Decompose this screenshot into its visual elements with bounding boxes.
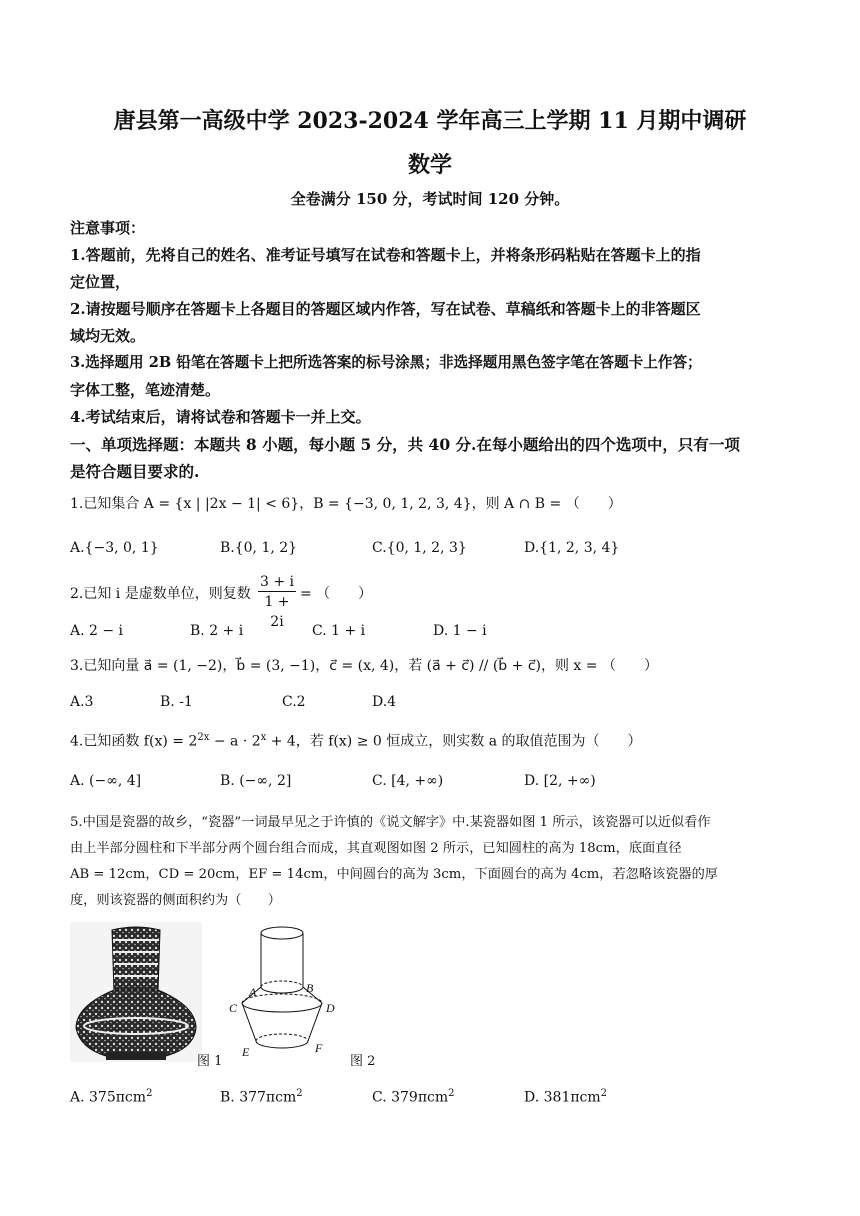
notice-item-3: 3.选择题用 2B 铅笔在答题卡上把所选答案的标号涂黑；非选择题用黑色签字笔在答题卡上作答；	[70, 354, 702, 371]
q5-option-c-text: C. 379πcm	[372, 1089, 449, 1106]
q5-option-c	[372, 1088, 455, 1106]
q4-option-b: B. (−∞, 2]	[220, 773, 292, 789]
point-d-label: D	[326, 1001, 335, 1015]
q2-fraction-numerator: 3 + i	[259, 574, 294, 590]
q4-stem-a: 4.已知函数 f(x) = 2	[70, 733, 198, 750]
section-heading: 一、单项选择题：本题共 8 小题，每小题 5 分，共 40 分.在每小题给出的四个选项中，只有一项	[70, 435, 740, 454]
q5-option-b	[220, 1088, 303, 1106]
q3-option-a: A.3	[70, 694, 94, 710]
notice-item-3-cont: 字体工整，笔迹清楚。	[70, 381, 221, 399]
q5-option-d	[524, 1088, 607, 1106]
notice-item-2: 2.请按题号顺序在答题卡上各题目的答题区域内作答，写在试卷、草稿纸和答题卡上的非答题区	[70, 300, 701, 318]
question-3-stem: 3.已知向量 a⃗ = (1, −2)，b⃗ = (3, −1)，c⃗ = (x, 4)，若 (a⃗ + c⃗) // (b⃗ + c⃗)，则 x = （ ）	[70, 658, 658, 674]
q2-fraction-denominator: 1 + 2i	[264, 594, 290, 630]
q4-exponent-1: 2x	[197, 732, 210, 743]
notice-heading: 注意事项：	[70, 219, 146, 237]
q1-option-b: B.{0, 1, 2}	[220, 540, 298, 556]
q5-option-b-text: B. 377πcm	[220, 1089, 297, 1106]
q5-option-a-exp: 2	[146, 1088, 153, 1099]
q3-option-d: D.4	[372, 694, 397, 710]
q5-line-4: 度，则该瓷器的侧面积约为（ ）	[70, 893, 281, 908]
q5-option-c-exp: 2	[448, 1088, 455, 1099]
q5-line-2: 由上半部分圆柱和下半部分两个圆台组合而成，其直观图如图 2 所示，已知圆柱的高为 18cm，底面直径	[70, 841, 682, 856]
q2-option-d: D. 1 − i	[433, 623, 487, 639]
q2-option-a: A. 2 − i	[70, 623, 124, 639]
q2-fraction	[258, 573, 296, 632]
vase-photo	[70, 922, 202, 1062]
q1-option-a: A.{−3, 0, 1}	[70, 540, 159, 556]
q4-stem-c: + 4，若 f(x) ≥ 0 恒成立，则实数 a 的取值范围为（ ）	[266, 733, 642, 750]
question-1-stem: 1.已知集合 A = {x | |2x − 1| < 6}，B = {−3, 0, 1, 2, 3, 4}，则 A ∩ B = （ ）	[70, 496, 622, 512]
q4-exponent-2: x	[260, 732, 267, 743]
point-f-label: F	[315, 1041, 323, 1055]
subject-title: 数学	[407, 152, 452, 178]
question-4-stem	[70, 726, 642, 754]
point-e-label: E	[242, 1045, 250, 1059]
question-5-stem	[70, 810, 718, 914]
q4-stem-b: − a · 2	[209, 733, 261, 750]
q4-option-c: C. [4, +∞)	[372, 773, 444, 789]
q2-option-b: B. 2 + i	[190, 623, 244, 639]
point-b-label: B	[306, 981, 314, 995]
notice-item-1-cont: 定位置，	[70, 273, 131, 291]
q1-option-d: D.{1, 2, 3, 4}	[524, 540, 620, 556]
q2-option-c: C. 1 + i	[312, 623, 366, 639]
exam-info: 全卷满分 150 分，考试时间 120 分钟。	[290, 190, 570, 208]
section-heading-cont: 是符合题目要求的.	[70, 462, 200, 481]
q5-option-b-exp: 2	[296, 1088, 303, 1099]
q5-option-a	[70, 1088, 152, 1106]
point-c-label: C	[229, 1001, 238, 1015]
figure-1-caption: 图 1	[197, 1054, 223, 1069]
q4-option-d: D. [2, +∞)	[524, 773, 596, 789]
notice-item-2-cont: 域均无效。	[70, 327, 146, 345]
q4-option-a: A. (−∞, 4]	[70, 773, 142, 789]
q5-line-3: AB = 12cm，CD = 20cm，EF = 14cm，中间圆台的高为 3cm，下面圆台的高为 4cm，若忽略该瓷器的厚	[70, 867, 718, 882]
notice-item-4: 4.考试结束后，请将试卷和答题卡一并上交。	[70, 408, 371, 426]
figure-2-caption: 图 2	[350, 1054, 376, 1069]
q5-line-1: 5.中国是瓷器的故乡，“瓷器”一词最早见之于许慎的《说文解字》中.某瓷器如图 1 所示，该瓷器可以近似看作	[70, 815, 711, 830]
q5-option-d-exp: 2	[600, 1088, 608, 1099]
q5-option-a-text: A. 375πcm	[70, 1089, 147, 1106]
question-2-stem-end: = （ ）	[300, 586, 373, 602]
point-a-label: A	[249, 985, 257, 999]
q3-option-b: B. -1	[160, 694, 193, 710]
geometry-diagram	[222, 920, 352, 1062]
q1-option-c: C.{0, 1, 2, 3}	[372, 540, 467, 556]
q3-option-c: C.2	[282, 694, 306, 710]
question-2-stem: 2.已知 i 是虚数单位，则复数	[70, 586, 251, 602]
q5-option-d-text: D. 381πcm	[524, 1089, 601, 1106]
exam-title: 唐县第一高级中学 2023-2024 学年高三上学期 11 月期中调研	[113, 108, 747, 134]
notice-item-1: 1.答题前，先将自己的姓名、准考证号填写在试卷和答题卡上，并将条形码粘贴在答题卡上的指	[70, 246, 701, 264]
